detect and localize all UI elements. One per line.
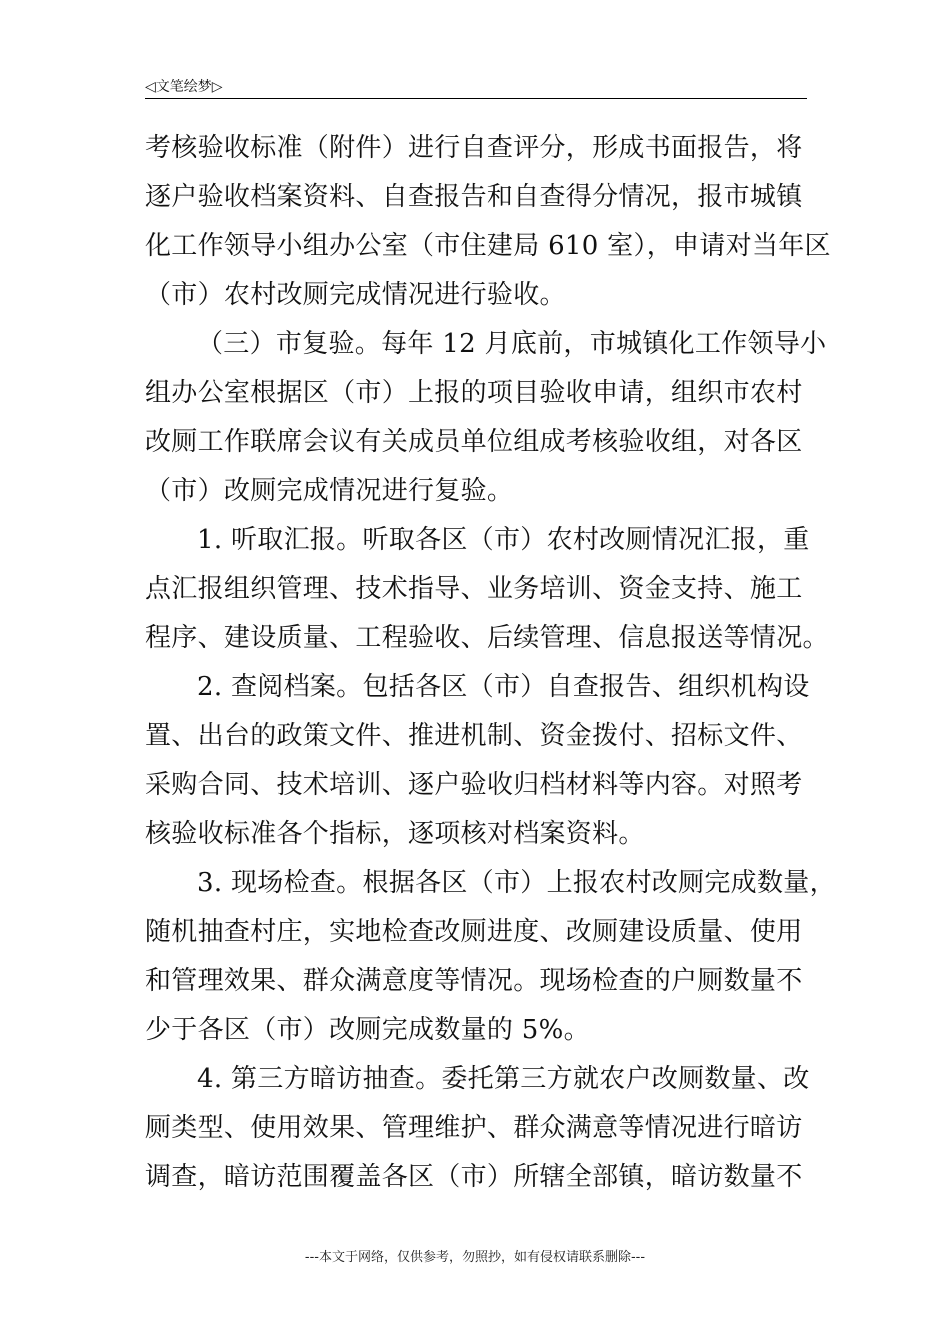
text-line: 程序、建设质量、工程验收、后续管理、信息报送等情况。 [145,623,829,653]
document-body [145,124,836,1202]
text-line: 改厕工作联席会议有关成员单位组成考核验收组，对各区 [145,427,803,457]
text-line: 逐户验收档案资料、自查报告和自查得分情况，报市城镇 [145,182,803,212]
text-line: 组办公室根据区（市）上报的项目验收申请，组织市农村 [145,378,803,408]
page-header [145,74,807,99]
text-line: 化工作领导小组办公室（市住建局 610 室），申请对当年区 [145,231,831,261]
numbered-item-line: 1. 听取汇报。听取各区（市）农村改厕情况汇报，重 [197,525,810,555]
text-line: 点汇报组织管理、技术指导、业务培训、资金支持、施工 [145,574,803,604]
section-heading-line: （三）市复验。每年 12 月底前，市城镇化工作领导小 [197,329,827,359]
page-footer: ---本文于网络，仅供参考，勿照抄，如有侵权请联系删除--- [304,1250,646,1265]
text-line: 置、出台的政策文件、推进机制、资金拨付、招标文件、 [145,721,803,751]
text-line: 少于各区（市）改厕完成数量的 5%。 [145,1015,590,1045]
text-line: 和管理效果、群众满意度等情况。现场检查的户厕数量不 [145,966,803,996]
text-line: 调查，暗访范围覆盖各区（市）所辖全部镇，暗访数量不 [145,1162,803,1192]
text-line: 采购合同、技术培训、逐户验收归档材料等内容。对照考 [145,770,803,800]
text-line: 核验收标准各个指标，逐项核对档案资料。 [145,819,645,849]
text-line: 随机抽查村庄，实地检查改厕进度、改厕建设质量、使用 [145,917,803,947]
text-line: 考核验收标准（附件）进行自查评分，形成书面报告，将 [145,133,803,163]
numbered-item-line: 3. 现场检查。根据各区（市）上报农村改厕完成数量， [197,868,836,898]
text-line: 厕类型、使用效果、管理维护、群众满意等情况进行暗访 [145,1113,803,1143]
header-title: ◁文笔绘梦▷ [145,79,223,95]
numbered-item-line: 4. 第三方暗访抽查。委托第三方就农户改厕数量、改 [197,1064,810,1094]
text-line: （市）改厕完成情况进行复验。 [145,476,514,506]
text-line: （市）农村改厕完成情况进行验收。 [145,280,566,310]
numbered-item-line: 2. 查阅档案。包括各区（市）自查报告、组织机构设 [197,672,810,702]
